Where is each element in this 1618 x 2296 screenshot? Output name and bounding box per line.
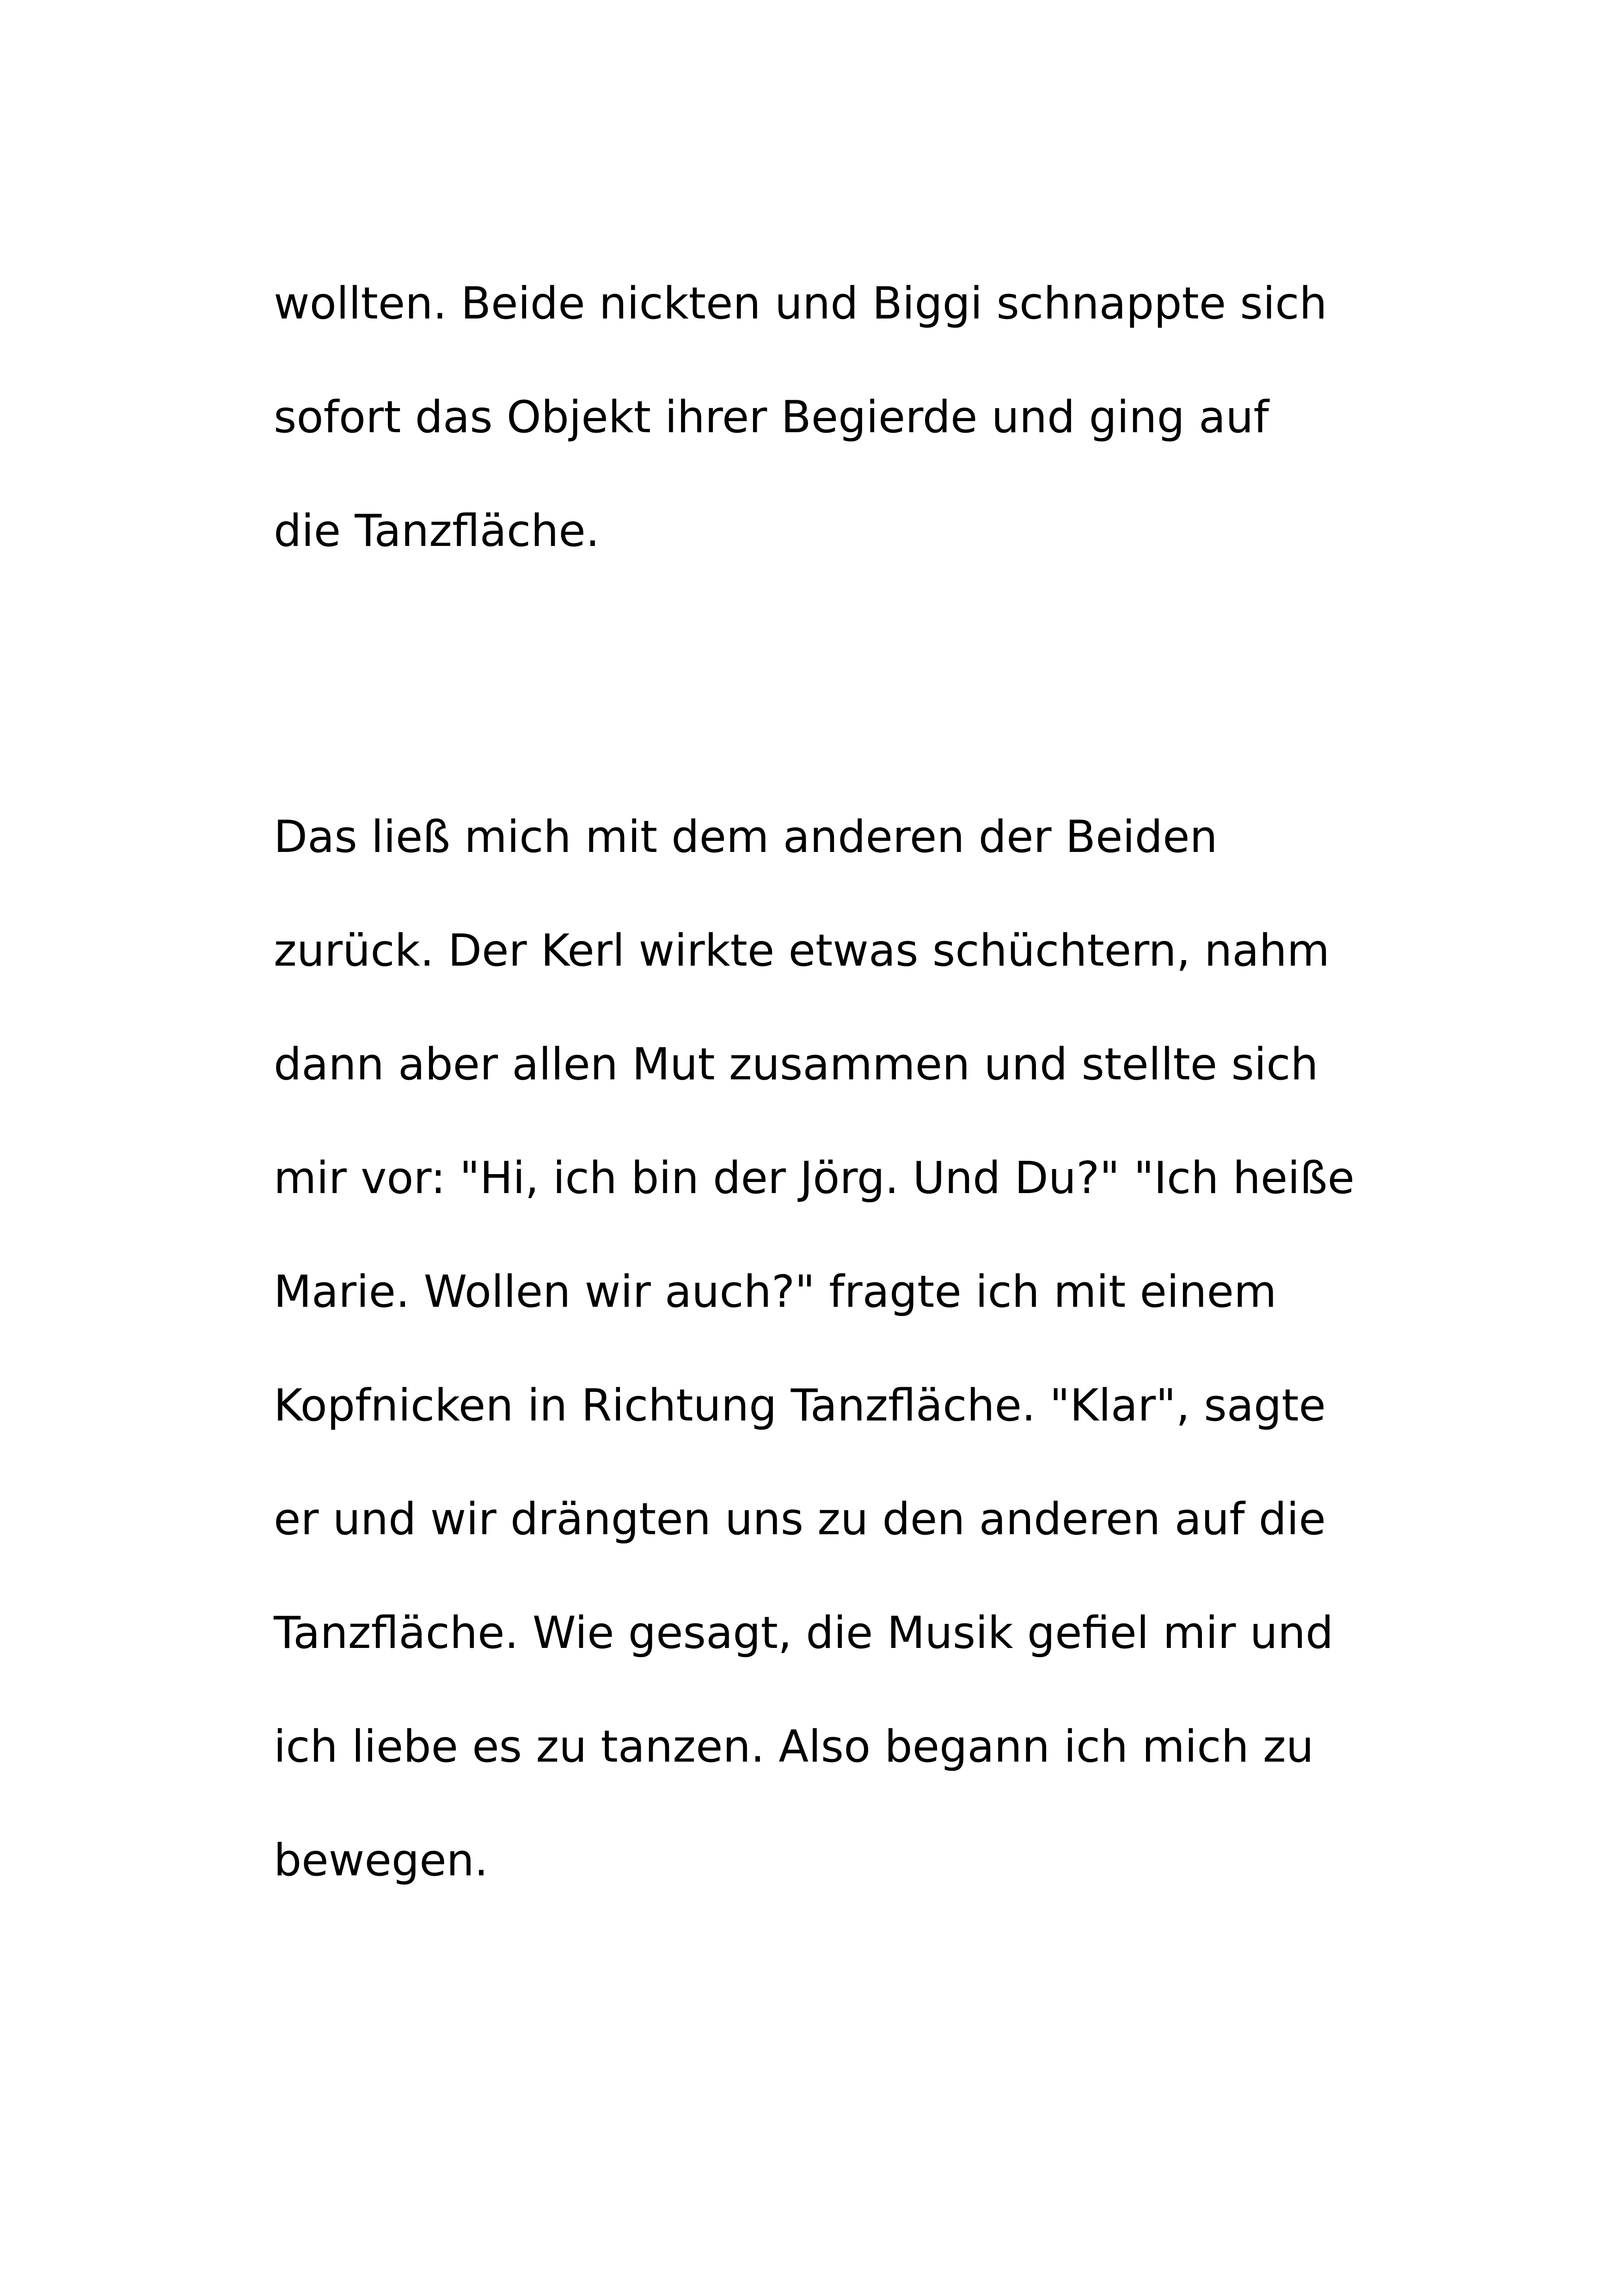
text-line: dann aber allen Mut zusammen und stellte sich (274, 1039, 1318, 1090)
text-line: er und wir drängten uns zu den anderen auf die (274, 1494, 1326, 1545)
text-line: die Tanzfläche. (274, 506, 600, 557)
text-line: Marie. Wollen wir auch?" fragte ich mit einem (274, 1267, 1277, 1317)
text-line: Kopfnicken in Richtung Tanzfläche. "Klar", sagte (274, 1380, 1326, 1431)
text-line: wollten. Beide nickten und Biggi schnappte sich (274, 278, 1327, 329)
text-line: bewegen. (274, 1835, 489, 1886)
text-line: sofort das Objekt ihrer Begierde und ging auf (274, 392, 1269, 443)
text-line: Tanzfläche. Wie gesagt, die Musik gefiel mir und (274, 1608, 1334, 1659)
text-line: mir vor: "Hi, ich bin der Jörg. Und Du?" "Ich heiße (274, 1153, 1355, 1204)
text-line: ich liebe es zu tanzen. Also begann ich mich zu (274, 1721, 1314, 1772)
text-line: zurück. Der Kerl wirkte etwas schüchtern, nahm (274, 925, 1330, 976)
text-line: Das ließ mich mit dem anderen der Beiden (274, 812, 1218, 863)
